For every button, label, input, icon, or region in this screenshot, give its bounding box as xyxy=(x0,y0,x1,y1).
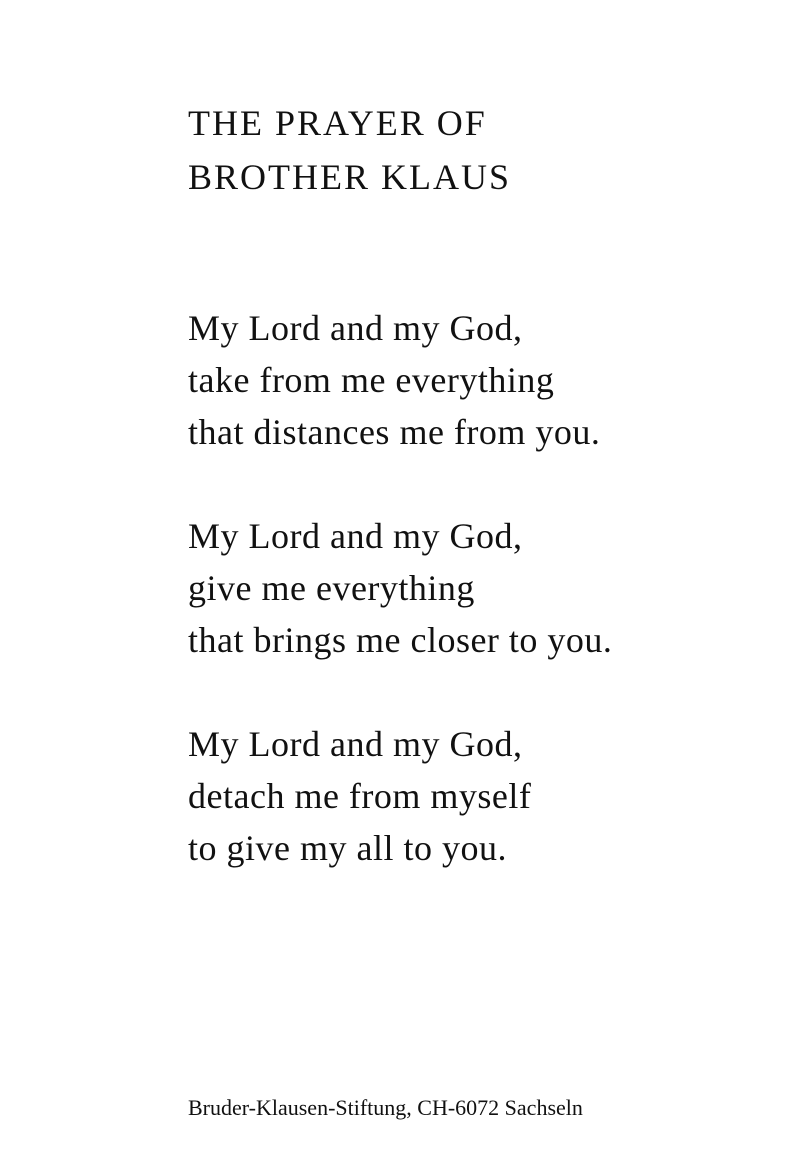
stanza-3 xyxy=(188,718,768,874)
stanza-1 xyxy=(188,302,768,458)
stanza-line: take from me everything xyxy=(188,360,555,400)
stanza-line: My Lord and my God, xyxy=(188,516,523,556)
stanza-2 xyxy=(188,510,768,666)
publisher-footer: Bruder-Klausen-Stiftung, CH-6072 Sachseln xyxy=(188,1095,583,1120)
stanza-line: that distances me from you. xyxy=(188,412,601,452)
stanza-line: My Lord and my God, xyxy=(188,724,523,764)
stanza-line: detach me from myself xyxy=(188,776,532,816)
stanza-line: give me everything xyxy=(188,568,475,608)
stanza-line: that brings me closer to you. xyxy=(188,620,613,660)
page-title xyxy=(188,96,748,204)
stanza-line: My Lord and my God, xyxy=(188,308,523,348)
stanza-line: to give my all to you. xyxy=(188,828,507,868)
title-line-1: THE PRAYER OF xyxy=(188,103,487,143)
title-line-2: BROTHER KLAUS xyxy=(188,157,512,197)
